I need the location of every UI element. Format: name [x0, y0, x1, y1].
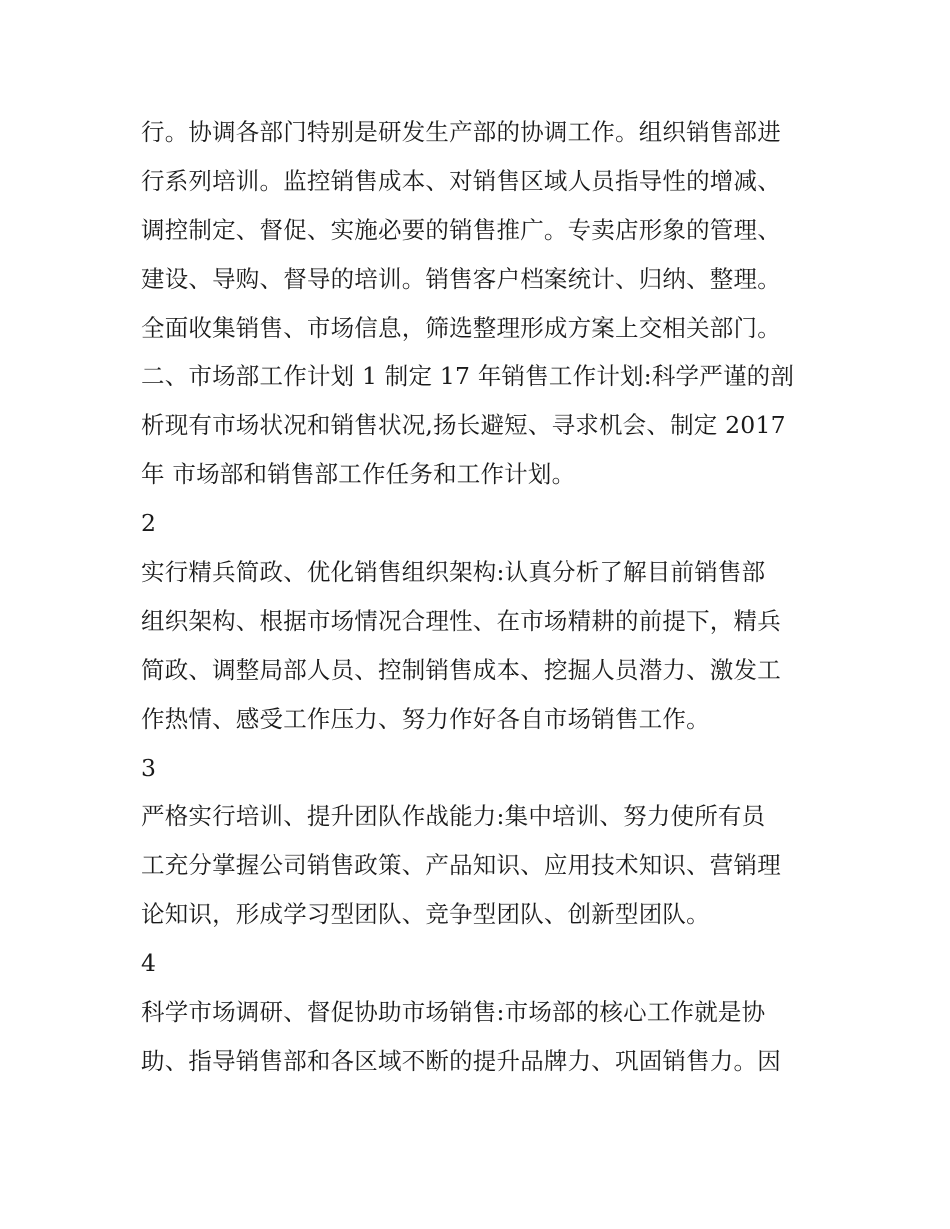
text-line: 析现有市场状况和销售状况,扬长避短、寻求机会、制定 2017	[141, 411, 786, 440]
text-line: 工充分掌握公司销售政策、产品知识、应用技术知识、营销理	[141, 851, 781, 880]
text-line: 全面收集销售、市场信息，筛选整理形成方案上交相关部门。	[141, 313, 781, 342]
text-line: 年 市场部和销售部工作任务和工作计划。	[141, 460, 576, 489]
text-line: 助、指导销售部和各区域不断的提升品牌力、巩固销售力。因	[141, 1046, 781, 1075]
text-line: 组织架构、根据市场情况合理性、在市场精耕的前提下，精兵	[141, 606, 781, 635]
text-line: 行。协调各部门特别是研发生产部的协调工作。组织销售部进	[141, 118, 781, 146]
text-line: 实行精兵简政、优化销售组织架构:认真分析了解目前销售部	[141, 558, 766, 587]
text-line: 严格实行培训、提升团队作战能力:集中培训、努力使所有员	[141, 802, 766, 831]
text-line: 建设、导购、督导的培训。销售客户档案统计、归纳、整理。	[141, 264, 781, 293]
text-line: 作热情、感受工作压力、努力作好各自市场销售工作。	[141, 704, 710, 733]
item-number: 3	[141, 753, 156, 782]
section-heading-line: 二、市场部工作计划 1 制定 17 年销售工作计划:科学严谨的剖	[141, 362, 795, 391]
document-body	[141, 108, 821, 1086]
text-line: 科学市场调研、督促协助市场销售:市场部的核心工作就是协	[141, 998, 766, 1027]
text-line: 论知识，形成学习型团队、竞争型团队、创新型团队。	[141, 900, 710, 929]
item-number: 2	[141, 509, 156, 538]
text-line: 调控制定、督促、实施必要的销售推广。专卖店形象的管理、	[141, 215, 781, 244]
text-line: 简政、调整局部人员、控制销售成本、挖掘人员潜力、激发工	[141, 655, 781, 684]
item-number: 4	[141, 949, 156, 978]
text-line: 行系列培训。监控销售成本、对销售区域人员指导性的增减、	[141, 166, 781, 195]
